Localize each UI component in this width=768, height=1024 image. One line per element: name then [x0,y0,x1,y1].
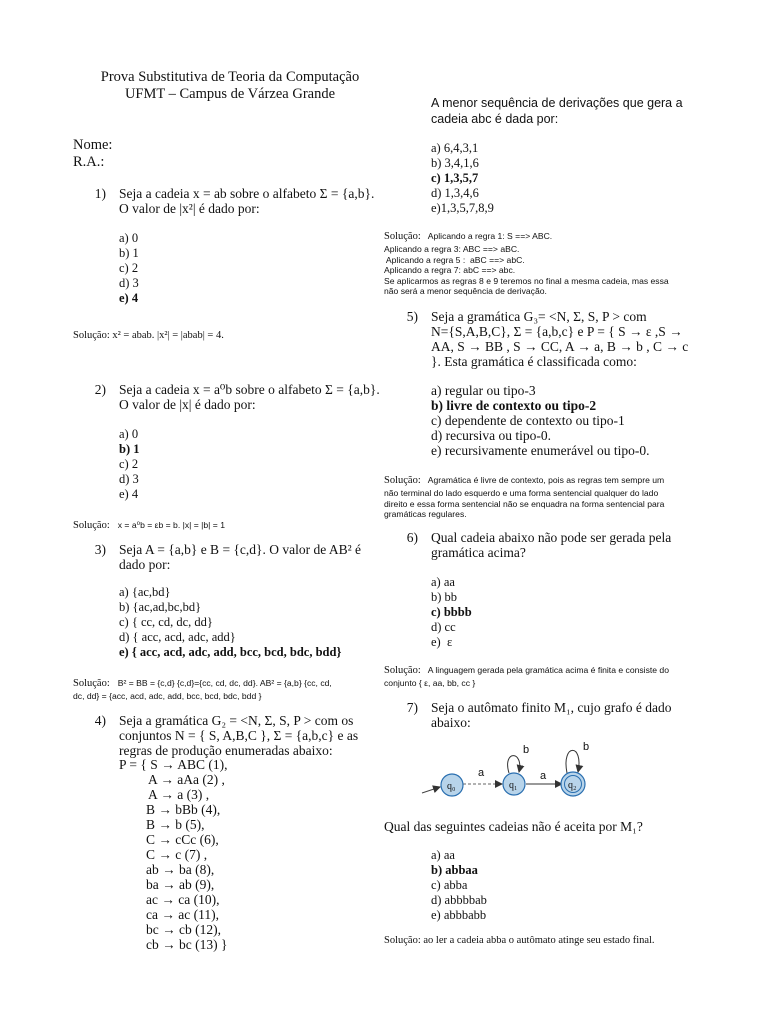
state-q1-label: q₁ [509,780,518,791]
option-e-answer: e) { acc, acd, adc, add, bcc, bcd, bdc, bdd} [119,645,342,659]
question-5-options [431,383,650,458]
question-7-line-2: abaixo: [431,715,471,730]
solution-line-6: não será a menor sequência de derivação. [384,286,547,297]
option-e: e) ε [431,635,453,649]
question-6-solution [384,660,694,689]
option-b: b) {ac,ad,bc,bd} [119,600,202,614]
option-c: c) 2 [119,261,139,275]
question-5-line-2: N={S,A,B,C}, Σ = {a,b,c} e P = { S → ε ,S → [431,324,683,339]
question-3-line-2: dado por: [119,557,171,572]
question-2-line-1: Seja a cadeia x = a⁰b sobre o alfabeto Σ = {a,b}. [119,382,380,397]
solution-line-1: Agramática é livre de contexto, pois as regras tem sempre um [427,475,665,485]
option-b: b) 1 [119,246,139,260]
question-2-number: 2) [94,382,106,397]
option-d: d) abbbbab [431,893,487,907]
option-d: d) { acc, acd, adc, add} [119,630,236,644]
option-d: d) 3 [119,472,139,486]
question-1-number: 1) [94,186,106,201]
option-e: e) abbbabb [431,908,487,922]
question-6-number: 6) [406,530,418,545]
option-a: a) aa [431,575,455,589]
edge-q1-q2-label: a [540,770,547,782]
name-label: Nome: [73,137,113,153]
rule-2: A → aAa (2) , [148,772,225,787]
solution-line-3: direito e essa forma sentencial não se enquadra na forma sentencial para [384,498,665,509]
question-3-solution [73,673,378,702]
option-c: c) dependente de contexto ou tipo-1 [431,413,625,428]
question-5-solution [384,470,694,520]
rule-8: ab → ba (8), [146,862,215,877]
question-3-number: 3) [94,542,106,557]
option-c-answer: c) 1,3,5,7 [431,171,479,185]
solution-text-2: dc, dd} = {acc, acd, adc, add, bcc, bcd, bdc, bdd } [73,691,262,701]
question-2-options [119,427,140,502]
question-7-solution: Solução: ao ler a cadeia abba o autômato atinge seu estado final. [384,935,655,946]
edge-q0-q1-label: a [478,767,485,779]
question-6-line-1: Qual cadeia abaixo não pode ser gerada pela [431,530,672,545]
rule-1: P = { S → ABC (1), [119,757,228,772]
question-1-line-2: O valor de |x²| é dado por: [119,201,260,216]
question-7-line-1: Seja o autômato finito M₁, cujo grafo é dado [431,700,672,715]
loop-q2-label: b [583,741,590,753]
option-c: c) 2 [119,457,139,471]
question-4-number: 4) [94,713,106,728]
option-a: a) 6,4,3,1 [431,141,479,155]
ra-label: R.A.: [73,154,105,170]
rule-5: B → b (5), [146,817,205,832]
option-b-answer: b) 1 [119,442,140,456]
option-b-answer: b) livre de contexto ou tipo-2 [431,398,597,413]
option-a: a) aa [431,848,455,862]
option-b: b) bb [431,590,458,604]
rule-4: B → bBb (4), [146,802,221,817]
solution-label: Solução: [384,665,421,676]
question-4-options [431,141,494,216]
option-a: a) 0 [119,427,139,441]
rule-6: C → cCc (6), [146,832,219,847]
question-5-line-3: AA, S → BB , S → CC, A → a, B → b , C → c [431,339,689,354]
question-7-number: 7) [406,700,418,715]
page-title-line-2: UFMT – Campus de Várzea Grande [124,86,336,102]
rule-11: ca → ac (11), [146,907,219,922]
rule-12: bc → cb (12), [146,922,221,937]
question-2-line-2: O valor de |x| é dado por: [119,397,256,412]
rule-13: cb → bc (13) } [146,937,228,952]
rule-10: ac → ca (10), [146,892,220,907]
loop-q1 [508,756,520,773]
option-d: d) 3 [119,276,139,290]
option-c: c) abba [431,878,468,892]
loop-q2 [566,750,579,773]
option-e-answer: e) 4 [119,291,139,305]
question-4-line-3: regras de produção enumeradas abaixo: [119,743,333,758]
question-1-solution: Solução: x² = abab. |x²| = |abab| = 4. [73,330,224,341]
question-6-line-2: gramática acima? [431,545,526,560]
question-5-line-4: }. Esta gramática é classificada como: [431,354,637,369]
state-q0-label: q₀ [447,781,456,792]
option-a: a) 0 [119,231,139,245]
rule-7: C → c (7) , [146,847,208,862]
solution-line-2: Aplicando a regra 3: ABC ==> aBC. [384,244,520,254]
initial-arrow [422,787,440,793]
question-7-question: Qual das seguintes cadeias não é aceita por M₁? [384,819,643,834]
question-4-cont-line-2: cadeia abc é dada por: [431,112,559,126]
automaton-diagram [420,735,620,805]
solution-label: Solução: [73,520,110,531]
solution-line-1: Aplicando a regra 1: S ==> ABC. [427,231,553,241]
state-q2-label: q₂ [568,780,577,791]
option-a: a) regular ou tipo-3 [431,383,536,398]
option-d: d) cc [431,620,456,634]
solution-label: Solução: [384,231,421,242]
question-1-options [119,231,139,306]
option-c: c) { cc, cd, dc, dd} [119,615,213,629]
option-b: b) 3,4,1,6 [431,156,479,170]
question-4-cont-line-1: A menor sequência de derivações que gera a [431,96,683,110]
rule-3: A → a (3) , [148,787,210,802]
solution-line-4: gramáticas regulares. [384,509,467,520]
question-4-solution [384,226,694,297]
question-7-options [431,848,487,923]
solution-label: Solução: [73,678,110,689]
loop-q1-label: b [523,744,530,756]
question-5-number: 5) [406,309,418,324]
question-6-options [431,575,472,650]
option-c-answer: c) bbbb [431,605,472,619]
solution-line-2: conjunto { ε, aa, bb, cc } [384,678,476,688]
question-4-rules [119,757,228,952]
question-3-options [119,585,341,660]
option-e: e) recursivamente enumerável ou tipo-0. [431,443,650,458]
question-1-line-1: Seja a cadeia x = ab sobre o alfabeto Σ = {a,b}. [119,186,375,201]
question-4-line-2: conjuntos N = { S, A,B,C }, Σ = {a,b,c} e as [119,728,359,743]
solution-text: x = a⁰b = εb = b. |x| = |b| = 1 [117,520,225,530]
solution-label: Solução: [384,475,421,486]
solution-line-3: Aplicando a regra 5 : aBC ==> abC. [384,254,525,265]
solution-line-5: Se aplicarmos as regras 8 e 9 teremos no final a mesma cadeia, mas essa [384,275,669,286]
option-b-answer: b) abbaa [431,863,478,877]
option-d: d) recursiva ou tipo-0. [431,428,551,443]
rule-9: ba → ab (9), [146,877,215,892]
page-title-line-1: Prova Substitutiva de Teoria da Computação [100,69,360,85]
question-4-line-1: Seja a gramática G₂ = <N, Σ, S, P > com os [119,713,354,728]
option-e: e) 4 [119,487,139,501]
solution-text-1: B² = BB = {c,d} {c,d}={cc, cd, dc, dd}. AB² = {a,b} {cc, cd, [117,678,332,688]
option-e: e)1,3,5,7,8,9 [431,201,494,215]
option-a: a) {ac,bd} [119,585,171,599]
question-5-line-1: Seja a gramática G₃= <N, Σ, S, P > com [431,309,647,324]
solution-line-4: Aplicando a regra 7: abC ==> abc. [384,265,516,276]
solution-line-2: não terminal do lado esquerdo e uma forma sentencial qualquer do lado [384,488,659,498]
option-d: d) 1,3,4,6 [431,186,479,200]
question-2-solution [73,515,225,533]
solution-line-1: A linguagem gerada pela gramática acima é finita e consiste do [427,665,669,675]
question-3-line-1: Seja A = {a,b} e B = {c,d}. O valor de AB² é [119,542,362,557]
